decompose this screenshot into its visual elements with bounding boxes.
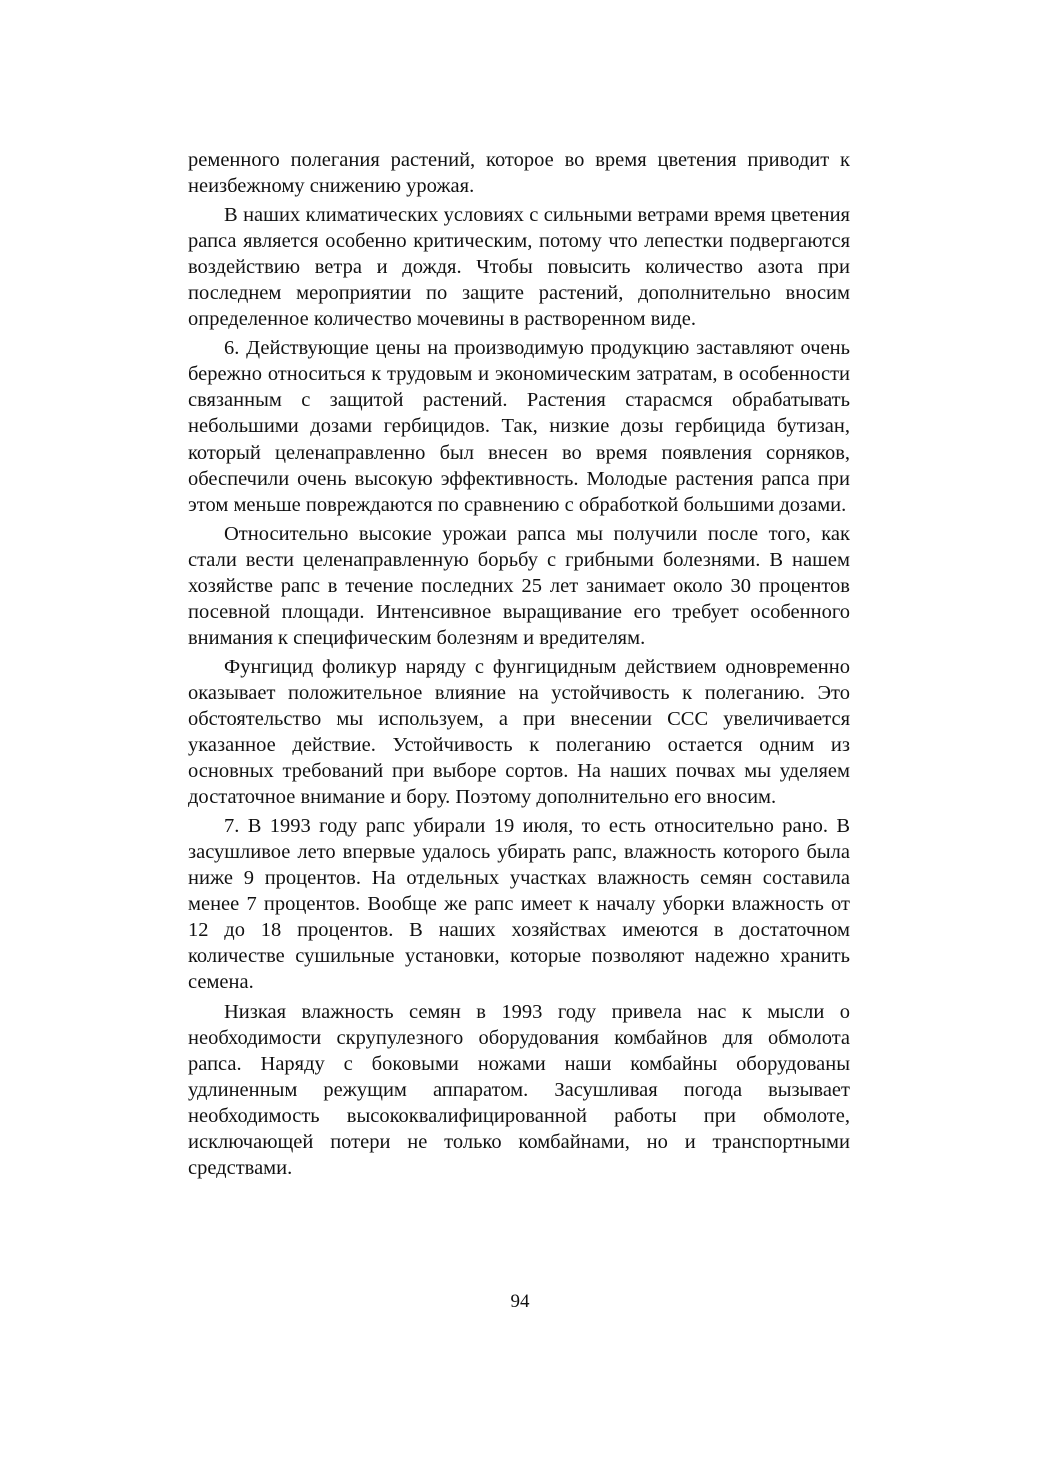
paragraph: 7. В 1993 году рапс убирали 19 июля, то есть относительно рано. В засушливое лето впервые удалось убирать рапс, влажность которого была ниже 9 процентов. На отдельных участках влажность семян составила менее 7 процентов. Вообще же рапс имеет к началу уборки влажность от 12 до 18 процентов. В наших хозяйствах имеются в достаточном количестве сушильные установки, которые позволяют надежно хранить семена. xyxy=(188,815,850,994)
paragraph: Относительно высокие урожаи рапса мы получили после того, как стали вести целенаправленную борьбу с грибными болезнями. В нашем хозяйстве рапс в течение последних 25 лет занимает около 30 процентов посевной площади. Интенсивное выращивание его требует особенного внимания к специфическим болезням и вредителям. xyxy=(188,522,850,649)
paragraph: В наших климатических условиях с сильными ветрами время цветения рапса является особенно критическим, потому что лепестки подвергаются воздействию ветра и дождя. Чтобы повысить количество азота при последнем мероприятии по защите растений, дополнительно вносим определенное количество мочевины в растворенном виде. xyxy=(188,204,850,331)
paragraph: 6. Действующие цены на производимую продукцию заставляют очень бережно относиться к трудовым и экономическим затратам, в особенности связанным с защитой растений. Растения старасмся обрабатывать небольшими дозами гербицидов. Так, низкие дозы гербицида бутизан, который целенаправленно был внесен во время появления сорняков, обеспечили очень высокую эффективность. Молодые растения рапса при этом меньше повреждаются по сравнению с обработкой большими дозами. xyxy=(188,337,850,516)
paragraph: Низкая влажность семян в 1993 году привела нас к мысли о необходимости скрупулезного оборудования комбайнов для обмолота рапса. Наряду с боковыми ножами наши комбайны оборудованы удлиненным режущим аппаратом. Засушливая погода вызывает необходимость высококвалифицированной работы при обмолоте, исключающей потери не только комбайнами, но и транспортными средствами. xyxy=(188,1000,850,1179)
paragraph: Фунгицид фоликур наряду с фунгицидным действием одновременно оказывает положительное влияние на устойчивость к полеганию. Это обстоятельство мы используем, а при внесении ССС увеличивается указанное действие. Устойчивость к полеганию остается одним из основных требований при выборе сортов. На наших почвах мы уделяем достаточное внимание и бору. Поэтому дополнительно его вносим. xyxy=(188,655,850,809)
page-number: 94 xyxy=(510,1291,530,1312)
body-text xyxy=(188,147,850,1181)
paragraph-continuation: ременного полегания растений, которое во время цветения приводит к неизбежному снижению урожая. xyxy=(188,149,850,198)
